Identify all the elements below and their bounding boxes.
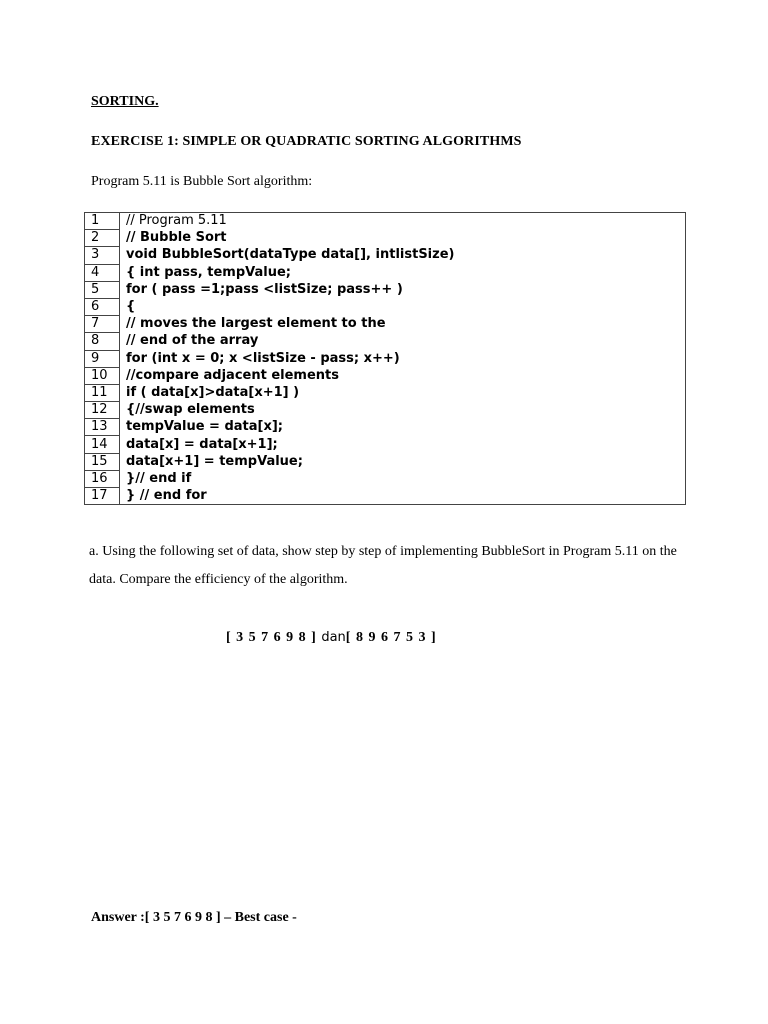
code-row bbox=[85, 298, 686, 315]
code-row bbox=[85, 470, 686, 487]
line-number: 3 bbox=[85, 247, 120, 264]
line-number: 10 bbox=[85, 367, 120, 384]
code-line: // end of the array bbox=[126, 333, 259, 349]
code-line: // Bubble Sort bbox=[126, 230, 227, 246]
code-row bbox=[85, 213, 686, 230]
dataset-conjunction: dan bbox=[321, 630, 346, 645]
code-row bbox=[85, 367, 686, 384]
code-line: // moves the largest element to the bbox=[126, 316, 386, 332]
code-row bbox=[85, 402, 686, 419]
line-number: 13 bbox=[85, 419, 120, 436]
line-number: 14 bbox=[85, 436, 120, 453]
program-intro: Program 5.11 is Bubble Sort algorithm: bbox=[91, 174, 313, 189]
line-number: 1 bbox=[85, 213, 120, 230]
line-number: 2 bbox=[85, 230, 120, 247]
code-row bbox=[85, 350, 686, 367]
code-row bbox=[85, 247, 686, 264]
code-line: for (int x = 0; x <listSize - pass; x++) bbox=[126, 350, 400, 366]
code-row bbox=[85, 419, 686, 436]
code-row bbox=[85, 453, 686, 470]
code-row bbox=[85, 264, 686, 281]
line-number: 9 bbox=[85, 350, 120, 367]
code-row bbox=[85, 488, 686, 505]
code-row bbox=[85, 436, 686, 453]
code-row bbox=[85, 281, 686, 298]
exercise-title: EXERCISE 1: SIMPLE OR QUADRATIC SORTING ALGORITHMS bbox=[91, 134, 522, 149]
code-line: }// end if bbox=[126, 470, 192, 486]
dataset-line bbox=[226, 630, 437, 646]
line-number: 8 bbox=[85, 333, 120, 350]
code-row bbox=[85, 333, 686, 350]
code-line: { bbox=[126, 299, 136, 315]
code-line: for ( pass =1;pass <listSize; pass++ ) bbox=[126, 281, 403, 297]
line-number: 4 bbox=[85, 264, 120, 281]
code-line: data[x+1] = tempValue; bbox=[126, 453, 303, 469]
code-row bbox=[85, 230, 686, 247]
dataset-first: [ 3 5 7 6 9 8 ] bbox=[226, 630, 317, 645]
code-line: { int pass, tempValue; bbox=[126, 264, 291, 280]
code-line: void BubbleSort(dataType data[], intlistSize) bbox=[126, 247, 455, 263]
line-number: 16 bbox=[85, 470, 120, 487]
code-line: tempValue = data[x]; bbox=[126, 419, 284, 435]
line-number: 12 bbox=[85, 402, 120, 419]
line-number: 17 bbox=[85, 488, 120, 505]
code-line: if ( data[x]>data[x+1] ) bbox=[126, 384, 300, 400]
line-number: 6 bbox=[85, 298, 120, 315]
line-number: 7 bbox=[85, 316, 120, 333]
line-number: 15 bbox=[85, 453, 120, 470]
code-line: {//swap elements bbox=[126, 402, 255, 418]
code-line: } // end for bbox=[126, 487, 207, 503]
question-text: a. Using the following set of data, show step by step of implementing BubbleSort in Program 5.11 on the data. Compare the efficiency of the algorithm. bbox=[89, 544, 677, 587]
line-number: 11 bbox=[85, 384, 120, 401]
line-number: 5 bbox=[85, 281, 120, 298]
answer-text: Answer :[ 3 5 7 6 9 8 ] – Best case - bbox=[91, 910, 297, 925]
dataset-second: [ 8 9 6 7 5 3 ] bbox=[345, 630, 437, 645]
code-line: //compare adjacent elements bbox=[126, 367, 339, 383]
code-row bbox=[85, 384, 686, 401]
code-line: data[x] = data[x+1]; bbox=[126, 436, 278, 452]
code-listing-table bbox=[84, 212, 686, 505]
code-line: // Program 5.11 bbox=[126, 213, 227, 229]
code-row bbox=[85, 316, 686, 333]
section-heading: SORTING. bbox=[91, 94, 159, 109]
